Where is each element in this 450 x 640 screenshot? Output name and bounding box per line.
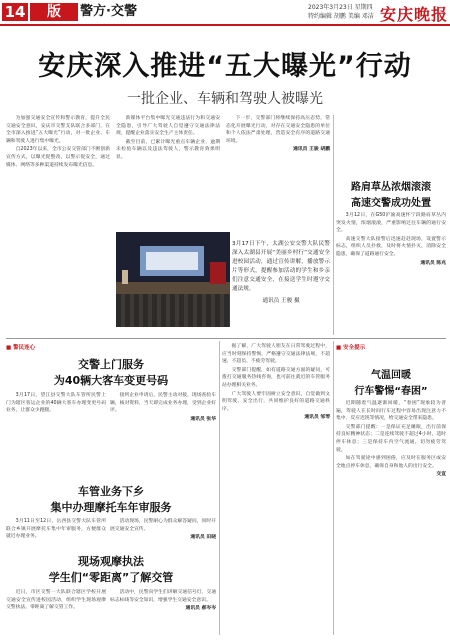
page-number: 14	[2, 3, 28, 21]
screen-content	[146, 252, 198, 270]
story3-column-2	[110, 589, 216, 635]
tip-article	[336, 400, 446, 634]
paragraph: 高速交警大队接警后迅速赶赴现场，设置警示标志，组织人员扑救，及时将火情扑灭，消除安全隐患，确保了道路通行安全。	[336, 236, 446, 257]
section-label-left: ■ 警民连心	[6, 343, 35, 351]
story1-column-1	[6, 392, 106, 477]
story3-column-1	[6, 589, 106, 635]
paragraph: 活动中，民警向学生们讲解交通信号灯、交通标志标线等安全知识，增强学生交通安全意识。	[110, 590, 216, 603]
sidebar-headline-line1: 路肩草丛浓烟滚滚	[351, 182, 431, 193]
story2-byline: 通讯员 田晓	[190, 535, 216, 541]
paragraph: 3月11日至12日，岳西县交警大队车管所联合乡镇开展摩托车集中年审服务，方便群众就近办理业务。	[6, 519, 106, 540]
lead-article-column-2	[116, 115, 220, 225]
sidebar-article	[336, 212, 446, 334]
paragraph: 自2023年以来，全市公安交管部门不断创新宣传方式，以曝光促整改，以警示促安全，通过媒体、网络等多种渠道持续发布曝光信息。	[6, 147, 110, 168]
section-divider	[6, 338, 446, 339]
header-info	[308, 3, 374, 21]
column-divider	[333, 341, 334, 635]
paragraph: 交警部门提醒，如有道路交通方面的疑问，可拨打交通服务热线咨询，也可前往就近的车管服务站办理相关业务。	[222, 367, 330, 388]
speaker-figure	[122, 270, 128, 284]
paragraph: 3月17日，望江县交警大队车管所民警上门为辖区客运企业的40辆大客车办理变更号码业务，让群众少跑腿。	[6, 393, 106, 414]
story1-byline: 通讯员 张华	[190, 416, 216, 422]
section-name: 警方·交警	[80, 4, 137, 19]
caption-text: 3月17日下午，太湖公安交警大队民警深入太湖县开展“美丽乡村行”交通安全进校园活动，通过宣传讲解，播放警示片等形式，提醒参加活动的学生和乡亲们注意交通安全，在接送学生时遵守交通法规。	[232, 241, 330, 292]
paragraph: 为加强交通安全宣传和警示教育，提升全民交通安全意识，安庆市交警支队联合多部门，在全市深入推进“五大曝光”行动，对一批企业、车辆和驾驶人进行集中曝光。	[6, 116, 110, 144]
story3-byline: 通讯员 郝岑岑	[185, 606, 216, 612]
paragraph: 近日，市区交警一大队联合辖区学校开展交通安全宣传进校园活动，组织学生现场观摩交警执法，零距离了解交管工作。	[6, 590, 106, 611]
story2-column-1	[6, 518, 106, 548]
story2-column-2	[110, 518, 216, 548]
lead-article-byline: 通讯员 王骏 胡鹏	[293, 147, 330, 153]
caption-byline: 通讯员 王骏 摄	[262, 298, 300, 304]
editor-line: 特约编辑 胡鹏 美编 邓洁	[308, 13, 374, 20]
paragraph: 广大驾驶人要牢固树立安全意识，自觉做到文明驾驶、安全出行，共同维护良好的道路交通秩序。	[222, 391, 330, 412]
date-line: 2023年3月23日 星期四	[308, 4, 373, 11]
paragraph: 下一步，交警部门将继续保持高压态势，常态化开展曝光行动，对存在交通安全隐患的单位和个人依法严肃处理，营造安全有序的道路交通环境。	[226, 116, 330, 144]
paragraph: 3月12日，在G50沪渝高速怀宁段路肩草丛内突发火情，浓烟滚滚，严重影响过往车辆的通行安全。	[336, 213, 446, 234]
tip-byline: 交宣	[436, 472, 446, 478]
middle-article-column	[222, 343, 330, 633]
sidebar-headline-line2: 高速交警成功处置	[351, 198, 431, 209]
newspaper-logo: 安庆晚报	[380, 5, 449, 24]
story3-headline-line1: 现场观摩执法	[78, 555, 144, 568]
paragraph: 交警部门提醒：一是保证充足睡眠，出行前保持良好精神状态；二是连续驾驶不超过4小时，适时停车休息；三是保持车内空气流通，切勿疲劳驾驶。	[336, 424, 446, 453]
story1-headline-line1: 交警上门服务	[78, 358, 144, 371]
paragraph: 近期随着气温逐渐回暖，“春困”现象较为普遍，驾驶人在长时间行车过程中容易出现注意力不集中、反应迟钝等情况，给交通安全带来隐患。	[336, 401, 446, 422]
story2-headline-line1: 车管业务下乡	[78, 485, 144, 498]
lead-article-column-1	[6, 115, 110, 275]
event-photo	[116, 232, 230, 327]
banner	[210, 262, 226, 284]
audience	[116, 294, 230, 327]
page-edition-label: 版	[30, 3, 78, 21]
paragraph: 据了解，广大驾驶人朋友在日常驾驶过程中，应当时刻保持警惕，严格遵守交通法律法规，不超速、不超员、不疲劳驾驶。	[222, 344, 330, 365]
paragraph: 截至目前，已累计曝光重点车辆企业、逾期未检验车辆以及违法驾驶人，警示教育效果明显。	[116, 139, 220, 160]
story1-headline-line2: 为40辆大客车变更号码	[53, 374, 169, 387]
tip-headline-line1: 气温回暖	[371, 370, 411, 381]
main-headline: 安庆深入推进“五大曝光”行动	[38, 51, 412, 82]
story1-column-2	[110, 392, 216, 477]
paragraph: 如在驾驶途中感到困倦，应及时在服务区或安全地点停车休息，确保自身和他人的出行安全。	[336, 456, 446, 469]
paragraph: 接到企业申请后，民警主动对接，现场查验车辆，核对资料，当天即完成业务办理，受到企业好评。	[110, 393, 216, 414]
photo-caption	[232, 240, 330, 335]
header-divider	[0, 24, 450, 26]
column-divider	[333, 115, 334, 335]
sidebar-byline: 通讯员 陈兆	[420, 260, 446, 266]
story2-headline-line2: 集中办理摩托车年审服务	[50, 501, 172, 514]
lead-article-column-3	[226, 115, 330, 225]
section-label-right: ■ 安全提示	[336, 343, 365, 351]
sub-headline: 一批企业、车辆和驾驶人被曝光	[127, 91, 323, 107]
paragraph: 活动现场，民警耐心为群众解答疑问，同时开展交通安全宣传。	[110, 519, 216, 532]
story3-headline-line2: 学生们“零距离”了解交管	[48, 571, 174, 584]
middle-article-byline: 通讯员 邹琴	[304, 415, 330, 421]
tip-headline-line2: 行车警惕“春困”	[354, 386, 428, 397]
column-divider	[219, 341, 220, 635]
paragraph: 新媒体平台集中曝光交通违法行为和交通安全隐患，引导广大驾驶人自觉遵守交通法律法规，提醒企业落实安全生产主体责任。	[116, 116, 220, 137]
